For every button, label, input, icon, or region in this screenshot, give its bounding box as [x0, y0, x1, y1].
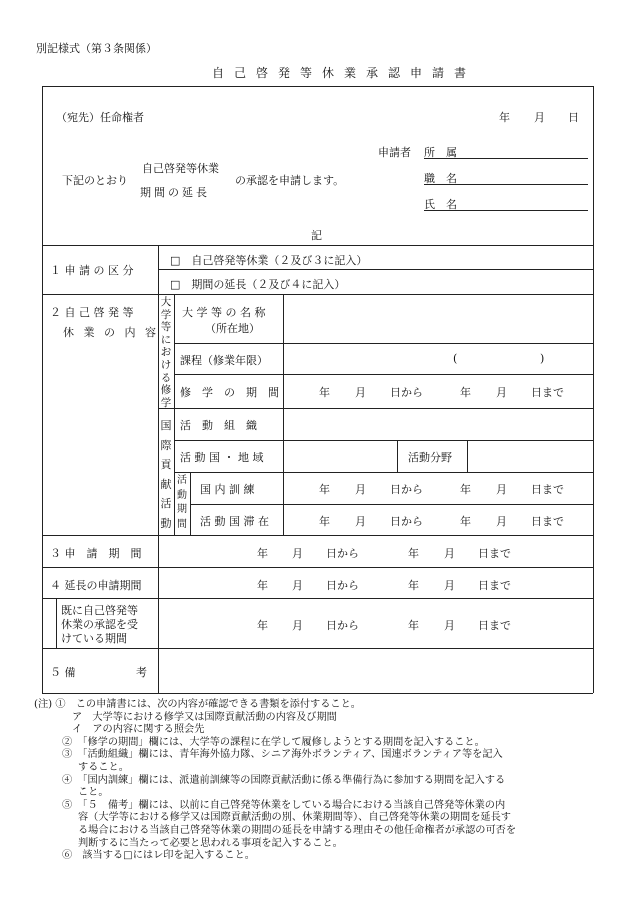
note-3-line2: すること。 — [78, 761, 129, 773]
date-month-from: 月 — [292, 547, 303, 560]
note-4-line2: こと。 — [78, 787, 109, 799]
date-year-to: 年 — [460, 386, 471, 399]
date-month-to: 月 — [496, 483, 507, 496]
applicant-label: 申請者 — [378, 146, 411, 159]
position-label: 職 名 — [424, 172, 457, 185]
position-line[interactable] — [424, 184, 588, 185]
remarks-label-a: ５ 備 — [50, 666, 76, 679]
remarks-label-b: 考 — [136, 666, 147, 679]
note-lead: (注) ① この申請書には、次の内容が確認できる書類を添付すること。 — [34, 699, 361, 710]
choice-leave: 自己啓発等休業 — [142, 162, 219, 175]
date-year: 年 — [499, 111, 510, 124]
note-5-line3: る場合における当該自己啓発等休業の期間の延長を申請する理由その他任命権者が承認の可否を — [78, 824, 517, 836]
form-title: 自己啓発等休業承認申請書 — [212, 66, 477, 80]
body-prefix: 下記のとおり — [62, 174, 128, 187]
affiliation-line[interactable] — [424, 158, 588, 159]
org-label: 活 動 組 織 — [180, 419, 257, 432]
training-label: 国 内 訓 練 — [200, 483, 255, 496]
date-year-to: 年 — [460, 483, 471, 496]
date-day-from: 日から — [326, 579, 359, 592]
date-day-to: 日まで — [531, 386, 564, 399]
date-day-from: 日から — [390, 483, 423, 496]
country-label: 活 動 国 ・ 地 域 — [180, 451, 264, 464]
option-extension-checkbox[interactable]: □ 期間の延長（２及び４に記入） — [170, 278, 346, 291]
name-line[interactable] — [424, 210, 588, 211]
univ-address-label: （所在地） — [205, 322, 260, 335]
note-item-a: ア 大学等における修学又は国際貢献活動の内容及び期間 — [72, 711, 337, 723]
date-day-from: 日から — [390, 386, 423, 399]
activity-period-side-label: 活動期間 — [177, 475, 187, 530]
note-5-line4: 判断するに当たって必要と思われる事項を記入すること。 — [78, 837, 343, 849]
date-year-to: 年 — [408, 579, 419, 592]
date-month: 月 — [534, 111, 545, 124]
date-year-from: 年 — [319, 515, 330, 528]
row3-label: ３ 申 請 期 間 — [50, 547, 142, 560]
date-day-to: 日まで — [478, 619, 511, 632]
addressee: （宛先）任命権者 — [56, 111, 144, 124]
approved-period-label-3: けている期間 — [61, 632, 127, 645]
row1-label: １ 申 請 の 区 分 — [50, 264, 134, 277]
date-month-to: 月 — [444, 619, 455, 632]
row4-label: ４ 延長の申請期間 — [50, 579, 142, 592]
paren-close: ) — [540, 352, 545, 365]
row2-label-2: 休 業 の 内 容 — [63, 326, 159, 339]
note-item-i: イ アの内容に関する照会先 — [72, 724, 205, 736]
date-year-from: 年 — [257, 579, 268, 592]
note-4-line1: ④ 「国内訓練」欄には、派遣前訓練等の国際貢献活動に係る準備行為に参加する期間を記入する — [62, 774, 506, 786]
date-month-to: 月 — [444, 547, 455, 560]
note-3-line1: ③ 「活動組織」欄には、青年海外協力隊、シニア海外ボランティア、国連ボランティア等を記入 — [62, 749, 503, 761]
date-year-from: 年 — [257, 619, 268, 632]
remarks-field[interactable] — [162, 651, 590, 691]
name-label: 氏 名 — [424, 198, 457, 211]
date-year-to: 年 — [460, 515, 471, 528]
approved-period-label-2: 休業の承認を受 — [61, 618, 138, 631]
date-year-to: 年 — [408, 547, 419, 560]
date-year-from: 年 — [319, 386, 330, 399]
date-day-to: 日まで — [531, 483, 564, 496]
affiliation-label: 所 属 — [424, 146, 457, 159]
date-month-to: 月 — [496, 515, 507, 528]
note-5-line1: ⑤ 「５ 備考」欄には、以前に自己啓発等休業をしている場合における当該自己啓発等休業の内 — [62, 799, 506, 811]
choice-extension: 期間の延長 — [140, 186, 210, 199]
date-day-to: 日まで — [531, 515, 564, 528]
univ-name-label: 大 学 等 の 名 称 — [182, 306, 266, 319]
date-day-from: 日から — [390, 515, 423, 528]
notes-section — [34, 699, 590, 863]
paren-open: ( — [453, 352, 458, 365]
date-month-from: 月 — [355, 483, 366, 496]
study-period-label: 修 学 の 期 間 — [180, 386, 279, 399]
date-day-to: 日まで — [478, 547, 511, 560]
date-month-from: 月 — [355, 515, 366, 528]
form-label: 別記様式（第３条関係） — [36, 42, 157, 55]
univ-name-field[interactable] — [288, 296, 588, 340]
note-6: ⑥ 該当する□にはレ印を記入すること。 — [62, 850, 255, 862]
date-year-from: 年 — [257, 547, 268, 560]
date-year-from: 年 — [319, 483, 330, 496]
row2-label-1: ２ 自 己 啓 発 等 — [50, 306, 134, 319]
date-day-from: 日から — [326, 619, 359, 632]
approved-period-label-1: 既に自己啓発等 — [61, 604, 138, 617]
field-label: 活動分野 — [408, 451, 452, 464]
body-suffix: の承認を申請します。 — [235, 174, 345, 187]
option-leave-checkbox[interactable]: □ 自己啓発等休業（２及び３に記入） — [170, 254, 368, 267]
contribution-side-label: 国際貢献活動 — [160, 419, 172, 530]
stay-label: 活 動 国 滞 在 — [200, 515, 269, 528]
date-year-to: 年 — [408, 619, 419, 632]
date-month-from: 月 — [292, 579, 303, 592]
ki-label: 記 — [311, 229, 322, 242]
date-month-to: 月 — [444, 579, 455, 592]
course-label: 課程（修業年限） — [180, 354, 268, 367]
note-2: ② 「修学の期間」欄には、大学等の課程に在学して履修しようとする期間を記入すること。 — [62, 736, 485, 748]
study-side-label: 大学等における修学 — [160, 296, 172, 409]
note-5-line2: 容（大学等における修学又は国際貢献活動の別、休業期間等）、自己啓発等休業の期間を延長す — [78, 812, 511, 824]
date-day-to: 日まで — [478, 579, 511, 592]
date-day-from: 日から — [326, 547, 359, 560]
date-month-to: 月 — [496, 386, 507, 399]
date-day: 日 — [568, 111, 579, 124]
date-month-from: 月 — [355, 386, 366, 399]
date-month-from: 月 — [292, 619, 303, 632]
